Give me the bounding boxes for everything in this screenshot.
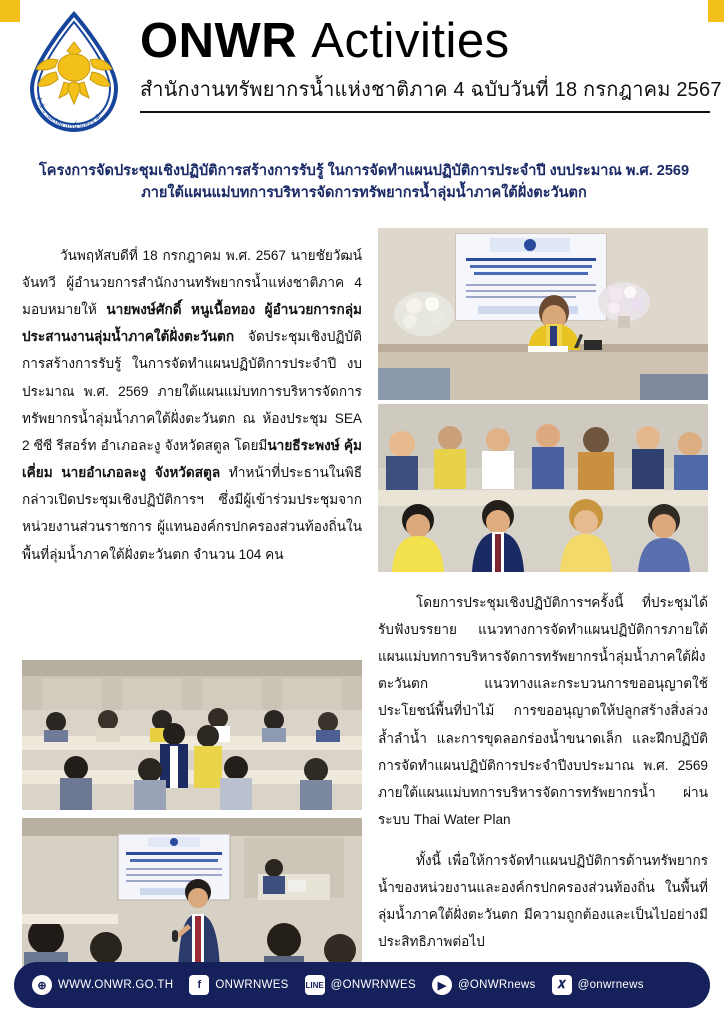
facebook-icon: f	[189, 975, 209, 995]
onwr-logo	[18, 10, 130, 135]
footer-contact-bar	[14, 962, 710, 1008]
left-text-pre: วันพฤหัสบดีที่ 18 กรกฎาคม พ.ศ. 2567 นายชัยวัฒน์ จันทวี ผู้อำนวยการสำนักงานทรัพยากรน้ำแห่งชาติภาค 4 มอบหมายให้	[22, 247, 362, 317]
x-twitter-icon: 𝑿	[552, 975, 572, 995]
footer-item-website[interactable]	[32, 975, 173, 995]
footer-item-x-twitter[interactable]	[552, 975, 644, 995]
right-text-1: โดยการประชุมเชิงปฏิบัติการฯครั้งนี้ ที่ประชุมได้รับฟังบรรยาย แนวทางการจัดทำแผนปฏิบัติการภายใต้แผนแม่บทการบริหารจัดการทรัพยากรน้ำลุ่มน้ำภาคใต้ฝั่งตะวันตก แนวทางและกระบวนการขออนุญาตใช้ประโยชน์พื้นที่ป่าไม้ การขออนุญาตให้ปลูกสร้างสิ่งล่วงล้ำลำน้ำ และการขุดลอกร่องน้ำขนาดเล็ก และฝึกปฏิบัติการจัดทำแผนปฏิบัติการประจำปีงบประมาณ พ.ศ. 2569 ภายใต้แผนแม่บทการบริหารจัดการทรัพยากรน้ำ ผ่านระบบ Thai Water Plan	[378, 594, 708, 828]
photo-presenter-mic	[22, 818, 362, 970]
document-header	[0, 10, 724, 135]
page-title	[140, 16, 722, 67]
right-article-paragraph-2	[378, 847, 708, 956]
footer-item-line[interactable]	[305, 975, 416, 995]
photo-meeting-room	[22, 660, 362, 810]
left-text-mid: จัดประชุมเชิงปฏิบัติการสร้างการรับรู้ ในการจัดทำแผนปฏิบัติการประจำปี งบประมาณ พ.ศ. 2569 ภายใต้แผนแม่บทการบริหารจัดการทรัพยากรน้ำลุ่มน้ำภาคใต้ฝั่งตะวันตก ณ ห้องประชุม SEA 2 ซีซี รีสอร์ท อำเภอละงู จังหวัดสตูล โดยมี	[22, 329, 362, 453]
headline-line-2: ภายใต้แผนแม่บทการบริหารจัดการทรัพยากรน้ำลุ่มน้ำภาคใต้ฝั่งตะวันตก	[141, 185, 587, 202]
left-article-paragraph	[22, 242, 362, 568]
right-article-paragraph-1	[378, 589, 708, 834]
left-column	[22, 228, 362, 581]
footer-label-website: WWW.ONWR.GO.TH	[58, 979, 174, 991]
photo-audience-group	[378, 404, 708, 572]
footer-label-youtube: @ONWRnews	[457, 979, 536, 991]
left-text-post: ทำหน้าที่ประธานในพิธีกล่าวเปิดประชุมเชิงปฏิบัติการฯ ซึ่งมีผู้เข้าร่วมประชุมจากหน่วยงานส่วนราชการ ผู้แทนองค์กรปกครองส่วนท้องถิ่นในพื้นที่ลุ่มน้ำภาคใต้ฝั่งตะวันตก จำนวน 104 คน	[22, 465, 362, 562]
header-divider	[140, 111, 710, 113]
photo-conference-speaker	[378, 228, 708, 400]
article-headline	[14, 160, 714, 205]
left-text-bold-1: นายพงษ์ศักดิ์ หนูเนื้อทอง ผู้อำนวยการกลุ่มประสานงานลุ่มน้ำภาคใต้ฝั่งตะวันตก	[22, 301, 362, 345]
line-icon: LINE	[305, 975, 325, 995]
headline-line-1: โครงการจัดประชุมเชิงปฏิบัติการสร้างการรับรู้ ในการจัดทำแผนปฏิบัติการประจำปี งบประมาณ พ.ศ. 2569	[38, 163, 690, 179]
footer-item-youtube[interactable]	[432, 975, 536, 995]
footer-label-facebook: ONWRNWES	[215, 979, 289, 991]
footer-item-facebook[interactable]	[189, 975, 288, 995]
left-text-bold-2: นายธีระพงษ์ คุ้มเคี่ยม นายอำเภอละงู จังหวัดสตูล	[22, 437, 362, 481]
svg-text:สำนักงานทรัพยากรน้ำแห่งชาติ: สำนักงานทรัพยากรน้ำแห่งชาติ	[34, 95, 103, 131]
right-column	[378, 575, 708, 969]
globe-icon: ⊕	[32, 975, 52, 995]
footer-label-line: @ONWRNWES	[330, 979, 416, 991]
right-text-2: ทั้งนี้ เพื่อให้การจัดทำแผนปฏิบัติการด้านทรัพยากรน้ำของหน่วยงานและองค์กรปกครองส่วนท้องถิ่น ในพื้นที่ ลุ่มน้ำภาคใต้ฝั่งตะวันตก มีความถูกต้องและเป็นไปอย่างมีประสิทธิภาพต่อไป	[378, 852, 708, 950]
youtube-icon: ▶	[432, 975, 452, 995]
page-subtitle: สำนักงานทรัพยากรน้ำแห่งชาติภาค 4 ฉบับวันที่ 18 กรกฎาคม 2567	[140, 79, 722, 102]
page-title-bold: ONWR	[140, 14, 298, 68]
page-title-light: Activities	[311, 14, 510, 68]
footer-label-x-twitter: @onwrnews	[577, 979, 644, 991]
header-text-block	[140, 10, 722, 113]
